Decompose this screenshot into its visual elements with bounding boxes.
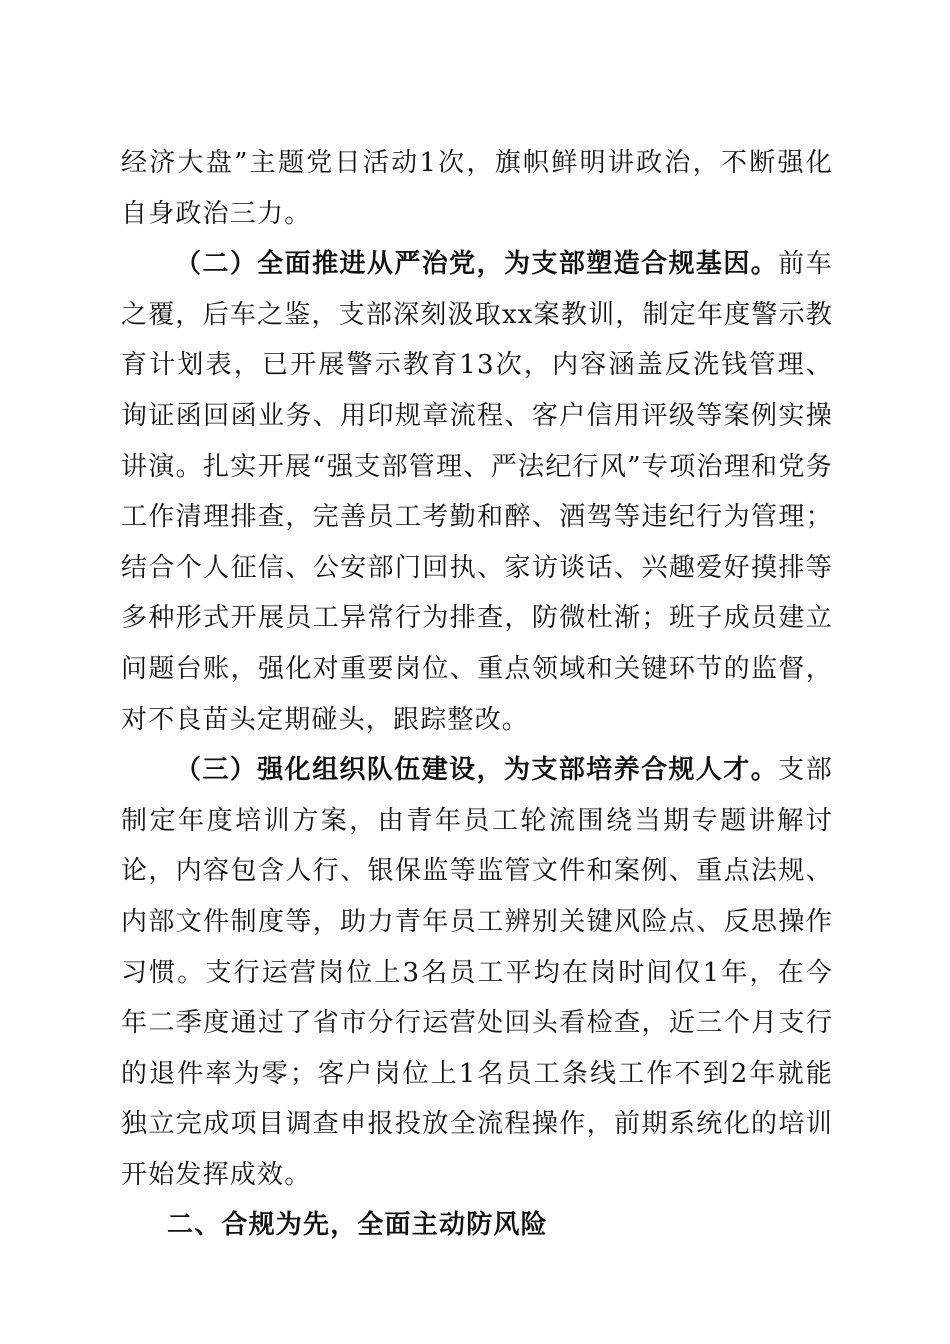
paragraph-continuation — [121, 138, 833, 239]
paragraph-party-governance — [121, 239, 833, 745]
paragraph-heading: （二）全面推进从严治党，为支部塑造合规基因。 — [175, 249, 779, 280]
document-body — [121, 138, 833, 1251]
paragraph-heading: （三）强化组织队伍建设，为支部培养合规人才。 — [175, 755, 779, 786]
paragraph-text: 经济大盘”主题党日活动1次，旗帜鲜明讲政治，不断强化自身政治三力。 — [121, 148, 833, 229]
paragraph-team-building — [121, 745, 833, 1200]
paragraph-text: 前车之覆，后车之鉴，支部深刻汲取xx案教训，制定年度警示教育计划表，已开展警示教育13次，内容涵盖反洗钱管理、询证函回函业务、用印规章流程、客户信用评级等案例实操讲演。扎实开展“强支部管理、严法纪行风”专项治理和党务工作清理排查，完善员工考勤和醉、酒驾等违纪行为管理；结合个人征信、公安部门回执、家访谈话、兴趣爱好摸排等多种形式开展员工异常行为排查，防微杜渐；班子成员建立问题台账，强化对重要岗位、重点领域和关键环节的监督，对不良苗头定期碰头，跟踪整改。 — [121, 249, 833, 735]
section-heading: 二、合规为先，全面主动防风险 — [167, 1210, 548, 1241]
paragraph-text: 支部制定年度培训方案，由青年员工轮流围绕当期专题讲解讨论，内容包含人行、银保监等监管文件和案例、重点法规、内部文件制度等，助力青年员工辨别关键风险点、反思操作习惯。支行运营岗位上3名员工平均在岗时间仅1年，在今年二季度通过了省市分行运营处回头看检查，近三个月支行的退件率为零；客户岗位上1名员工条线工作不到2年就能独立完成项目调查申报投放全流程操作，前期系统化的培训开始发挥成效。 — [121, 755, 833, 1190]
